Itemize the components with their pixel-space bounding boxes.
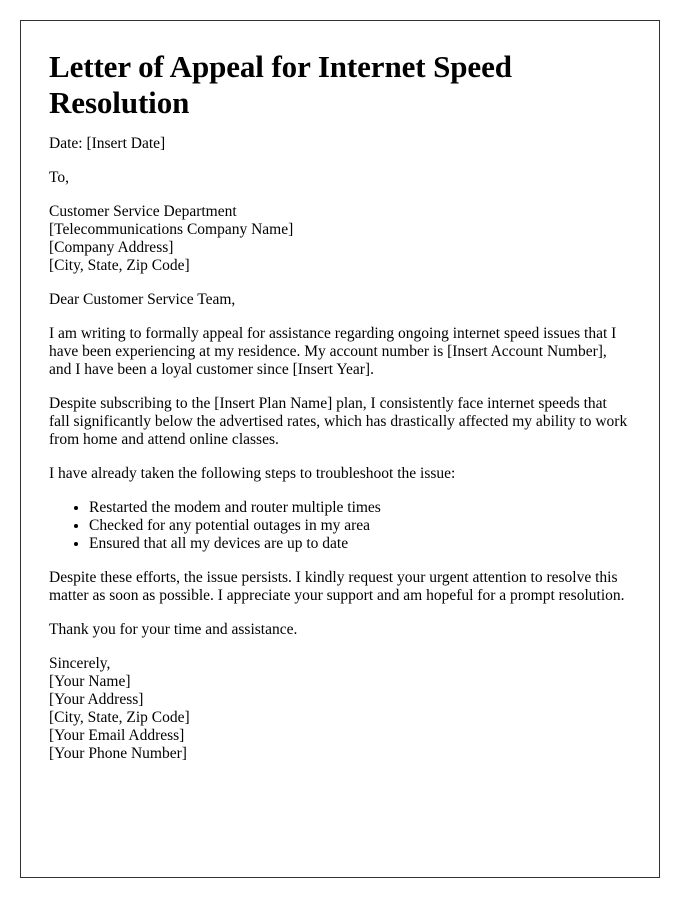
closing-line: [Your Email Address] [49, 727, 185, 744]
body-paragraph: Despite these efforts, the issue persists. I kindly request your urgent attention to resolve this matter as soon as possible. I appreciate your support and am hopeful for a prompt resolution. [49, 569, 625, 604]
date-line: Date: [Insert Date] [49, 135, 166, 152]
letter-title: Letter of Appeal for Internet Speed Resolution [49, 49, 512, 120]
list-item: • Restarted the modem and router multiple times [89, 499, 631, 517]
body-paragraph: I am writing to formally appeal for assistance regarding ongoing internet speed issues that I have been experiencing at my residence. My account number is [Insert Account Number], and I have been a loyal customer since [Insert Year]. [49, 325, 617, 378]
troubleshooting-steps-list [49, 499, 631, 553]
list-item: • Ensured that all my devices are up to date [89, 535, 631, 553]
letter-page [20, 20, 660, 878]
recipient-line: Customer Service Department [49, 203, 237, 220]
closing-line: [Your Name] [49, 673, 131, 690]
list-item: • Checked for any potential outages in my area [89, 517, 631, 535]
salutation: Dear Customer Service Team, [49, 291, 236, 308]
closing-line: [Your Phone Number] [49, 745, 187, 762]
recipient-line: [Company Address] [49, 239, 174, 256]
recipient-line: [Telecommunications Company Name] [49, 221, 294, 238]
signature-block [49, 655, 631, 763]
thanks-line: Thank you for your time and assistance. [49, 621, 298, 638]
recipient-address [49, 203, 631, 275]
recipient-line: [City, State, Zip Code] [49, 257, 190, 274]
body-paragraph: I have already taken the following steps to troubleshoot the issue: [49, 465, 456, 482]
closing-line: [Your Address] [49, 691, 144, 708]
closing-line: [City, State, Zip Code] [49, 709, 190, 726]
body-paragraph: Despite subscribing to the [Insert Plan Name] plan, I consistently face internet speeds that fall significantly below the advertised rates, which has drastically affected my ability to work from home and attend online classes. [49, 395, 628, 448]
closing-line: Sincerely, [49, 655, 111, 672]
to-line: To, [49, 169, 70, 186]
